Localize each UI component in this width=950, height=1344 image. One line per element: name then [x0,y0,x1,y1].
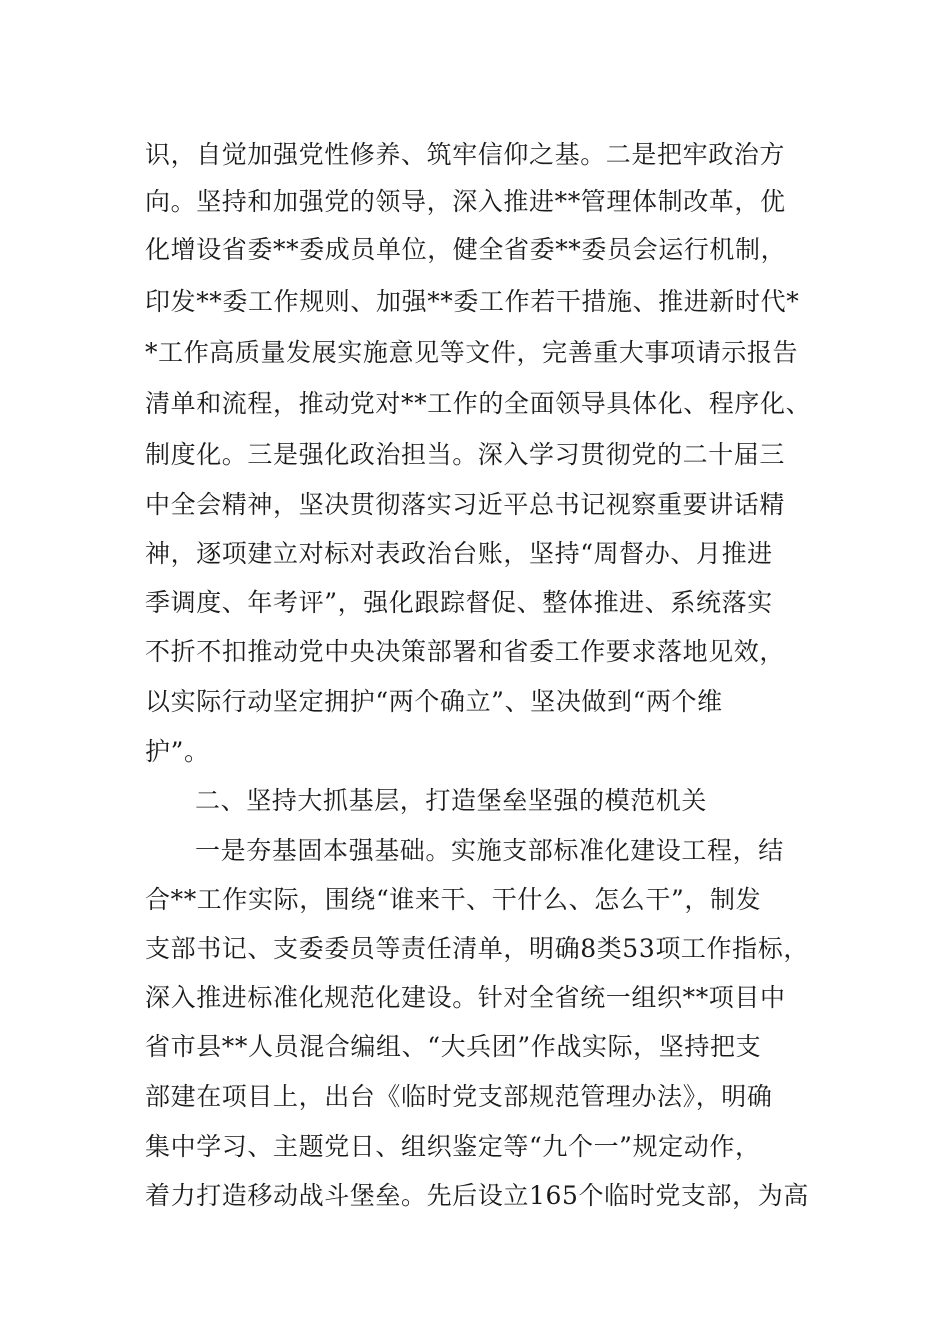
text-line: 化增设省委**委成员单位，健全省委**委员会运行机制， [145,235,787,264]
text-line: 着力打造移动战斗堡垒。先后设立165个临时党支部，为高 [145,1181,809,1210]
text-line: 部建在项目上，出台《临时党支部规范管理办法》，明确 [145,1082,773,1111]
text-line: 支部书记、支委委员等责任清单，明确8类53项工作指标， [145,934,809,963]
text-line: 清单和流程，推动党对**工作的全面领导具体化、程序化、 [145,389,812,418]
text-line: 深入推进标准化规范化建设。针对全省统一组织**项目中 [145,983,786,1012]
text-line: 识，自觉加强党性修养、筑牢信仰之基。二是把牢政治方 [145,140,786,169]
text-line: 护”。 [145,737,210,766]
text-line: *工作高质量发展实施意见等文件，完善重大事项请示报告 [145,338,799,367]
text-line: 省市县**人员混合编组、“大兵团”作战实际，坚持把支 [145,1032,762,1061]
text-line: 中全会精神，坚决贯彻落实习近平总书记视察重要讲话精 [145,490,786,519]
text-line: 向。坚持和加强党的领导，深入推进**管理体制改革，优 [145,187,786,216]
text-line: 制度化。三是强化政治担当。深入学习贯彻党的二十届三 [145,440,786,469]
text-line: 合**工作实际，围绕“谁来干、干什么、怎么干”，制发 [145,885,762,914]
section-heading: 二、坚持大抓基层，打造堡垒坚强的模范机关 [195,786,708,815]
text-line: 神，逐项建立对标对表政治台账，坚持“周督办、月推进 [145,539,773,568]
text-line: 以实际行动坚定拥护“两个确立”、坚决做到“两个维 [145,687,723,716]
text-line: 印发**委工作规则、加强**委工作若干措施、推进新时代* [145,287,800,316]
text-line: 季调度、年考评”，强化跟踪督促、整体推进、系统落实 [145,588,773,617]
text-line: 不折不扣推动党中央决策部署和省委工作要求落地见效， [145,637,786,666]
text-line: 一是夯基固本强基础。实施支部标准化建设工程，结 [195,836,784,865]
text-line: 集中学习、主题党日、组织鉴定等“九个一”规定动作， [145,1132,761,1161]
